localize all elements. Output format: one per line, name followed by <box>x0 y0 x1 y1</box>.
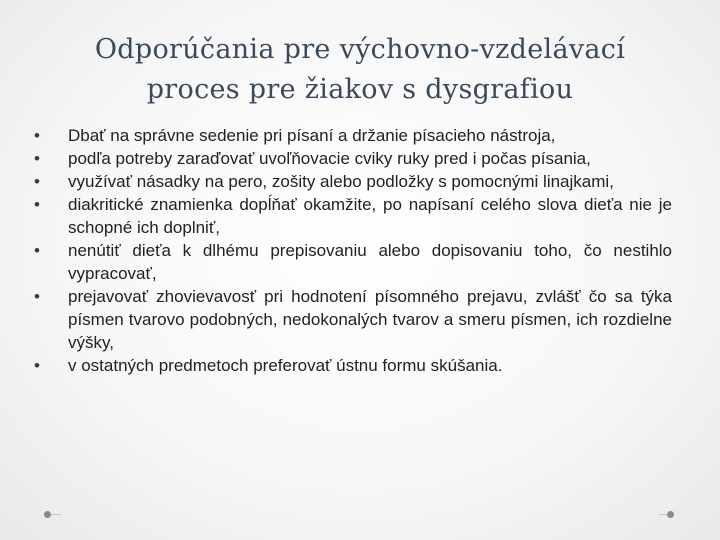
bullet-item <box>30 147 672 170</box>
bullet-icon: • <box>34 356 40 375</box>
bullet-text: využívať násadky na pero, zošity alebo podložky s pomocnými linajkami, <box>68 172 614 191</box>
bullet-item <box>30 170 672 193</box>
bullet-item <box>30 354 672 377</box>
left-corner-dot-icon <box>44 511 51 518</box>
bullet-icon: • <box>34 241 40 260</box>
bullet-icon: • <box>34 172 40 191</box>
bullet-text: nenútiť dieťa k dlhému prepisovaniu alebo dopisovaniu toho, čo nestihlo vypracovať, <box>68 241 672 283</box>
bullet-item <box>30 239 672 285</box>
bullet-icon: • <box>34 149 40 168</box>
bullet-text: Dbať na správne sedenie pri písaní a držanie písacieho nástroja, <box>68 126 556 145</box>
left-corner-line <box>51 514 61 515</box>
bullet-text: podľa potreby zaraďovať uvoľňovacie cviky ruky pred i počas písania, <box>68 149 591 168</box>
bullet-icon: • <box>34 195 40 214</box>
bullet-text: prejavovať zhovievavosť pri hodnotení písomného prejavu, zvlášť čo sa týka písmen tvarovo podobných, nedokonalých tvarov a smeru písmen, ich rozdielne výšky, <box>68 287 672 352</box>
slide-title-line-1: Odporúčania pre výchovno-vzdelávací <box>94 34 626 65</box>
slide-title-line-2: proces pre žiakov s dysgrafiou <box>146 74 574 105</box>
right-corner-dot-icon <box>667 511 674 518</box>
bullet-icon: • <box>34 126 40 145</box>
bullet-text: v ostatných predmetoch preferovať ústnu formu skúšania. <box>68 356 503 375</box>
bullet-list <box>30 124 672 377</box>
bullet-item <box>30 285 672 354</box>
bullet-text: diakritické znamienka dopĺňať okamžite, po napísaní celého slova dieťa nie je schopné ich doplniť, <box>68 195 672 237</box>
bullet-item <box>30 193 672 239</box>
slide-title <box>40 30 680 110</box>
bullet-icon: • <box>34 287 40 306</box>
bullet-item <box>30 124 672 147</box>
